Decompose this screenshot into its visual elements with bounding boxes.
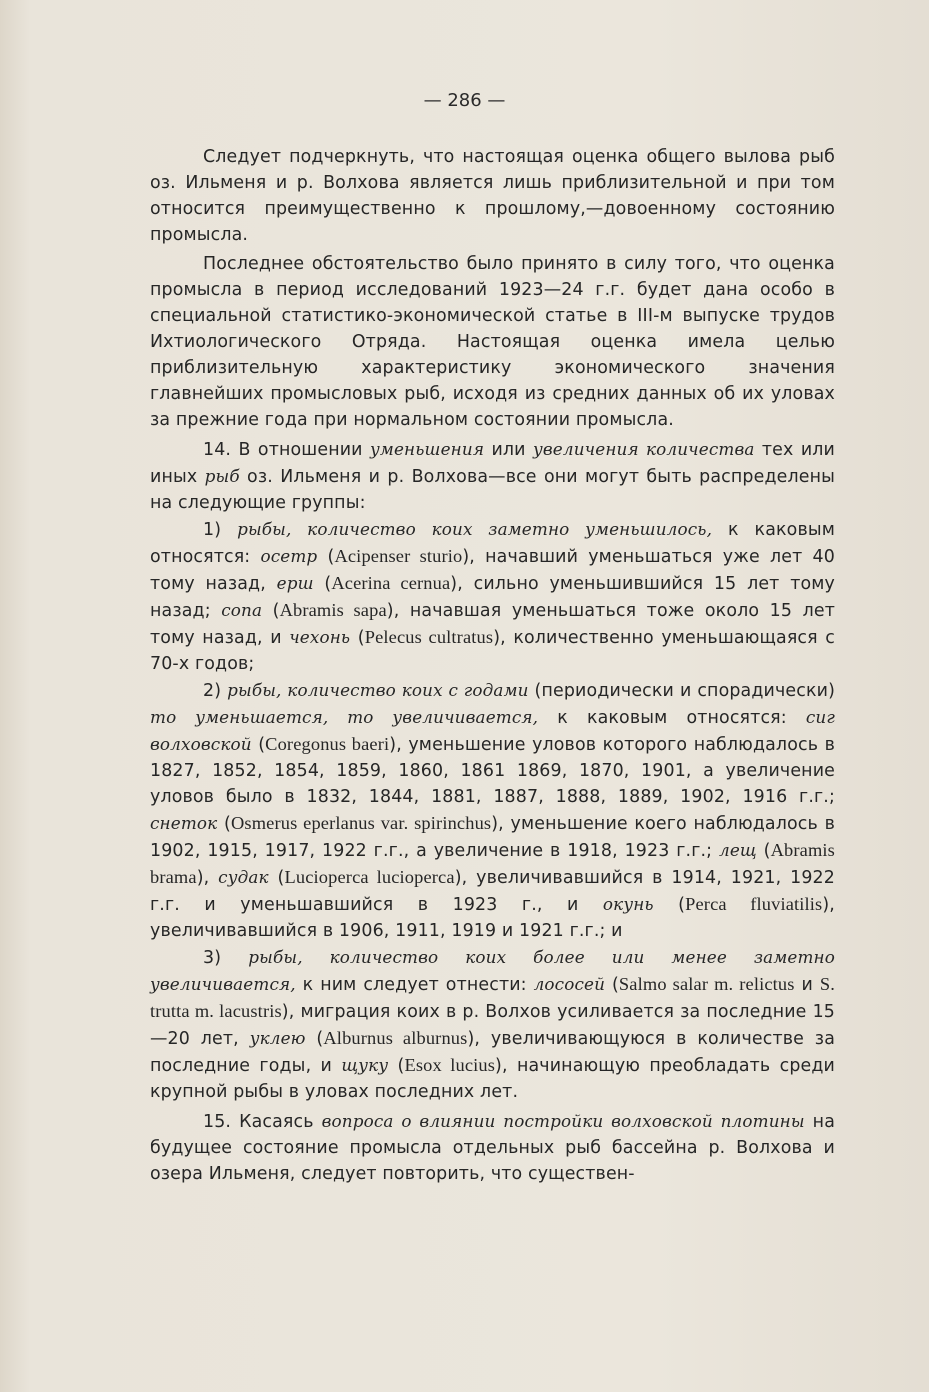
paragraph-total-catch-estimate: Следует подчеркнуть, что настоящая оценка общего вылова рыб оз. Ильменя и р. Волхова является лишь приблизительной и при том относится преимущественно к прошлому,—довоенному состоянию промысла. <box>150 147 835 245</box>
paragraph-15-dam: 15. Касаясь вопроса о влиянии постройки волховской плотины на будущее состояние промысла отдельных рыб бассейна р. Волхова и озера Ильменя, следует повторить, что существен- <box>150 1111 836 1184</box>
page-number: — 286 — <box>423 90 506 111</box>
paragraph-estimate-period: Последнее обстоятельство было принято в силу того, что оценка промысла в период исследований 1923—24 г.г. будет дана особо в специальной статистико-экономической статье в III-м выпуске трудов Ихтиологического Отряда. Настоящая оценка имела целью приблизительную характеристику экономического значения главнейших промысловых рыб, исходя из средних данных об их уловах за прежние года при нормальном состоянии промысла. <box>150 254 835 430</box>
body-text <box>150 144 835 1187</box>
group-3-increasing: 3) рыбы, количество коих более или менее заметно увеличивается, к ним следует отнести: лососей (Salmo salar m. relictus и S. trutta m. lacustris), миграция коих в р. Волхов усиливается за последние 15—20 лет, уклею (Alburnus alburnus), увеличивающуюся в количестве за последние годы, и щуку (Esox lucius), начинающую преобладать среди крупной рыбы в уловах последних лет. <box>150 947 836 1102</box>
group-2-periodic: 2) рыбы, количество коих с годами (периодически и спорадически) то уменьшается, то увеличивается, к каковым относятся: сиг волховской (Coregonus baeri), уменьшение уловов которого наблюдалось в 1827, 1852, 1854, 1859, 1860, 1861 1869, 1870, 1901, а увеличение уловов было в 1832, 1844, 1881, 1887, 1888, 1889, 1902, 1916 г.г.; снеток (Osmerus eperlanus var. spirinchus), уменьшение коего наблюдалось в 1902, 1915, 1917, 1922 г.г., а увеличение в 1918, 1923 г.г.; лещ (Abramis brama), судак (Lucioperca lucioperca), увеличивавшийся в 1914, 1921, 1922 г.г. и уменьшавшийся в 1923 г., и окунь (Perca fluviatilis), увеличивавшийся в 1906, 1911, 1919 и 1921 г.г.; и <box>150 680 836 941</box>
paragraph-14-groups: 14. В отношении уменьшения или увеличения количества тех или иных рыб оз. Ильменя и р. Волхова—все они могут быть распределены на следующие группы: <box>150 439 835 513</box>
group-1-decreasing: 1) рыбы, количество коих заметно уменьшилось, к каковым относятся: осетр (Acipenser sturio), начавший уменьшаться уже лет 40 тому назад, ерш (Acerina cernua), сильно уменьшившийся 15 лет тому назад; сопа (Abramis sapa), начавшая уменьшаться тоже около 15 лет тому назад, и чехонь (Pelecus cultratus), количественно уменьшающаяся с 70-х годов; <box>150 519 835 674</box>
